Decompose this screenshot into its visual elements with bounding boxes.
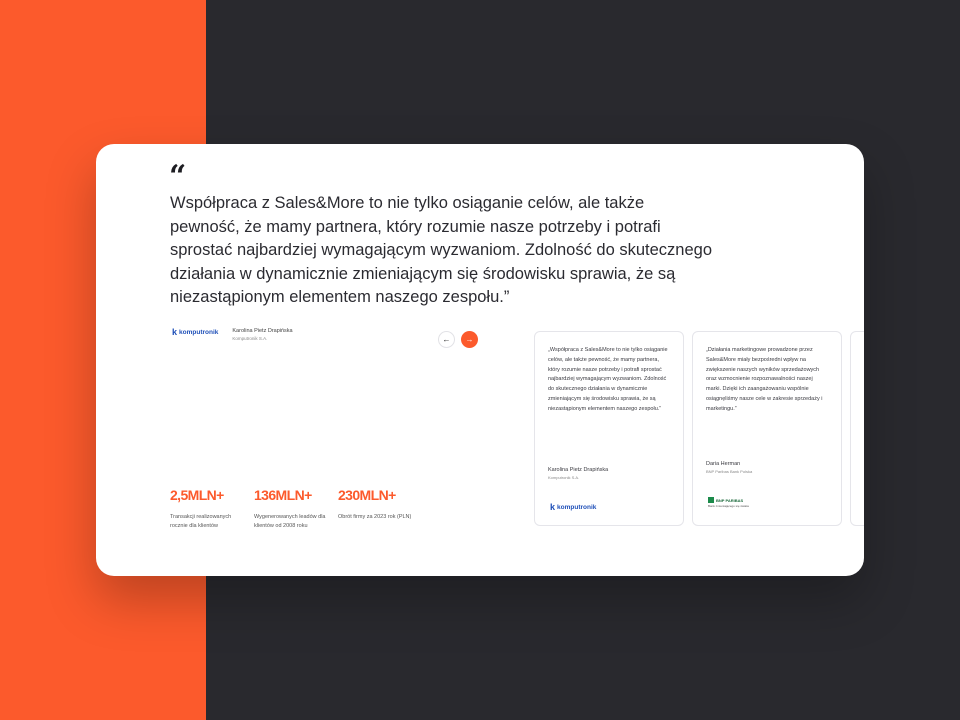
featured-author xyxy=(172,327,293,342)
komputronik-logo xyxy=(550,502,596,512)
stats-row xyxy=(170,487,422,530)
stat-label: Transakcji realizowanych rocznie dla klientów xyxy=(170,514,232,529)
testimonial-quote: „Współpraca z Sales&More to nie tylko osiąganie celów, ale także pewność, że mamy partnera, który rozumie nasze potrzeby i potrafi sprostać najbardziej wymagającym wyzwaniom. Zdolność do skutecznego działania w dynamicznie zmieniającym się środowisku sprawia, że są niezastąpionym elementem naszego zespołu.” xyxy=(548,347,668,412)
komputronik-logo xyxy=(172,327,218,337)
logo-text: komputronik xyxy=(179,328,219,336)
bnp-logo-icon xyxy=(708,497,714,503)
komputronik-k-icon: k xyxy=(172,327,178,337)
logo-text: BNP PARIBAS xyxy=(716,497,744,503)
author-name: Karolina Pietz Drapińska xyxy=(232,328,293,334)
testimonial-company: BNP Paribas Bank Polska xyxy=(706,469,753,474)
testimonial-quote: „Działania marketingowe prowadzone przez Sales&More miały bezpośredni wpływ na zwiększenie naszych wyników sprzedażowych oraz wzmocnienie rozpoznawalności naszej marki. Dzięki ich zaangażowaniu wspólnie osiągnęliśmy nasze cele w zakresie sprzedaży i marketingu.” xyxy=(706,347,823,412)
author-company: Komputronik S.A. xyxy=(232,336,268,341)
testimonial-author: Karolina Pietz Drapińska xyxy=(548,467,609,473)
testimonial-author: Daria Herman xyxy=(706,461,741,467)
quote-mark-icon: “ xyxy=(169,159,187,194)
carousel-navigation xyxy=(438,331,478,348)
stat-value: 230MLN+ xyxy=(338,487,396,503)
stat-value: 2,5MLN+ xyxy=(170,487,224,503)
testimonial-card[interactable] xyxy=(692,331,842,526)
testimonial-section-card xyxy=(96,144,864,576)
testimonial-card[interactable] xyxy=(534,331,684,526)
testimonial-company: Komputronik S.A. xyxy=(548,475,580,480)
prev-button[interactable] xyxy=(438,331,455,348)
stat-value: 136MLN+ xyxy=(254,487,312,503)
bnp-paribas-logo xyxy=(708,497,749,508)
stat-item xyxy=(170,487,254,530)
stat-item xyxy=(338,487,422,530)
arrow-left-icon: ← xyxy=(442,334,451,344)
logo-text: komputronik xyxy=(557,503,597,511)
stat-label: Wygenerowanych leadów dla klientów od 2008 roku xyxy=(254,514,326,529)
next-button[interactable] xyxy=(461,331,478,348)
logo-tagline: Bank zmieniającego się świata xyxy=(708,504,749,508)
testimonial-card-partial[interactable] xyxy=(850,331,864,526)
author-meta xyxy=(232,327,292,342)
stat-item xyxy=(254,487,338,530)
arrow-right-icon: → xyxy=(465,334,474,344)
featured-quote: Współpraca z Sales&More to nie tylko osiąganie celów, ale także pewność, że mamy partnera, który rozumie nasze potrzeby i potrafi sprostać najbardziej wymagającym wyzwaniom. Zdolność do skutecznego działania w dynamicznie zmieniającym się środowisku sprawia, że są niezastąpionym elementem naszego zespołu.” xyxy=(170,194,712,306)
stat-label: Obrót firmy za 2023 rok (PLN) xyxy=(338,514,412,520)
komputronik-k-icon: k xyxy=(550,502,556,512)
